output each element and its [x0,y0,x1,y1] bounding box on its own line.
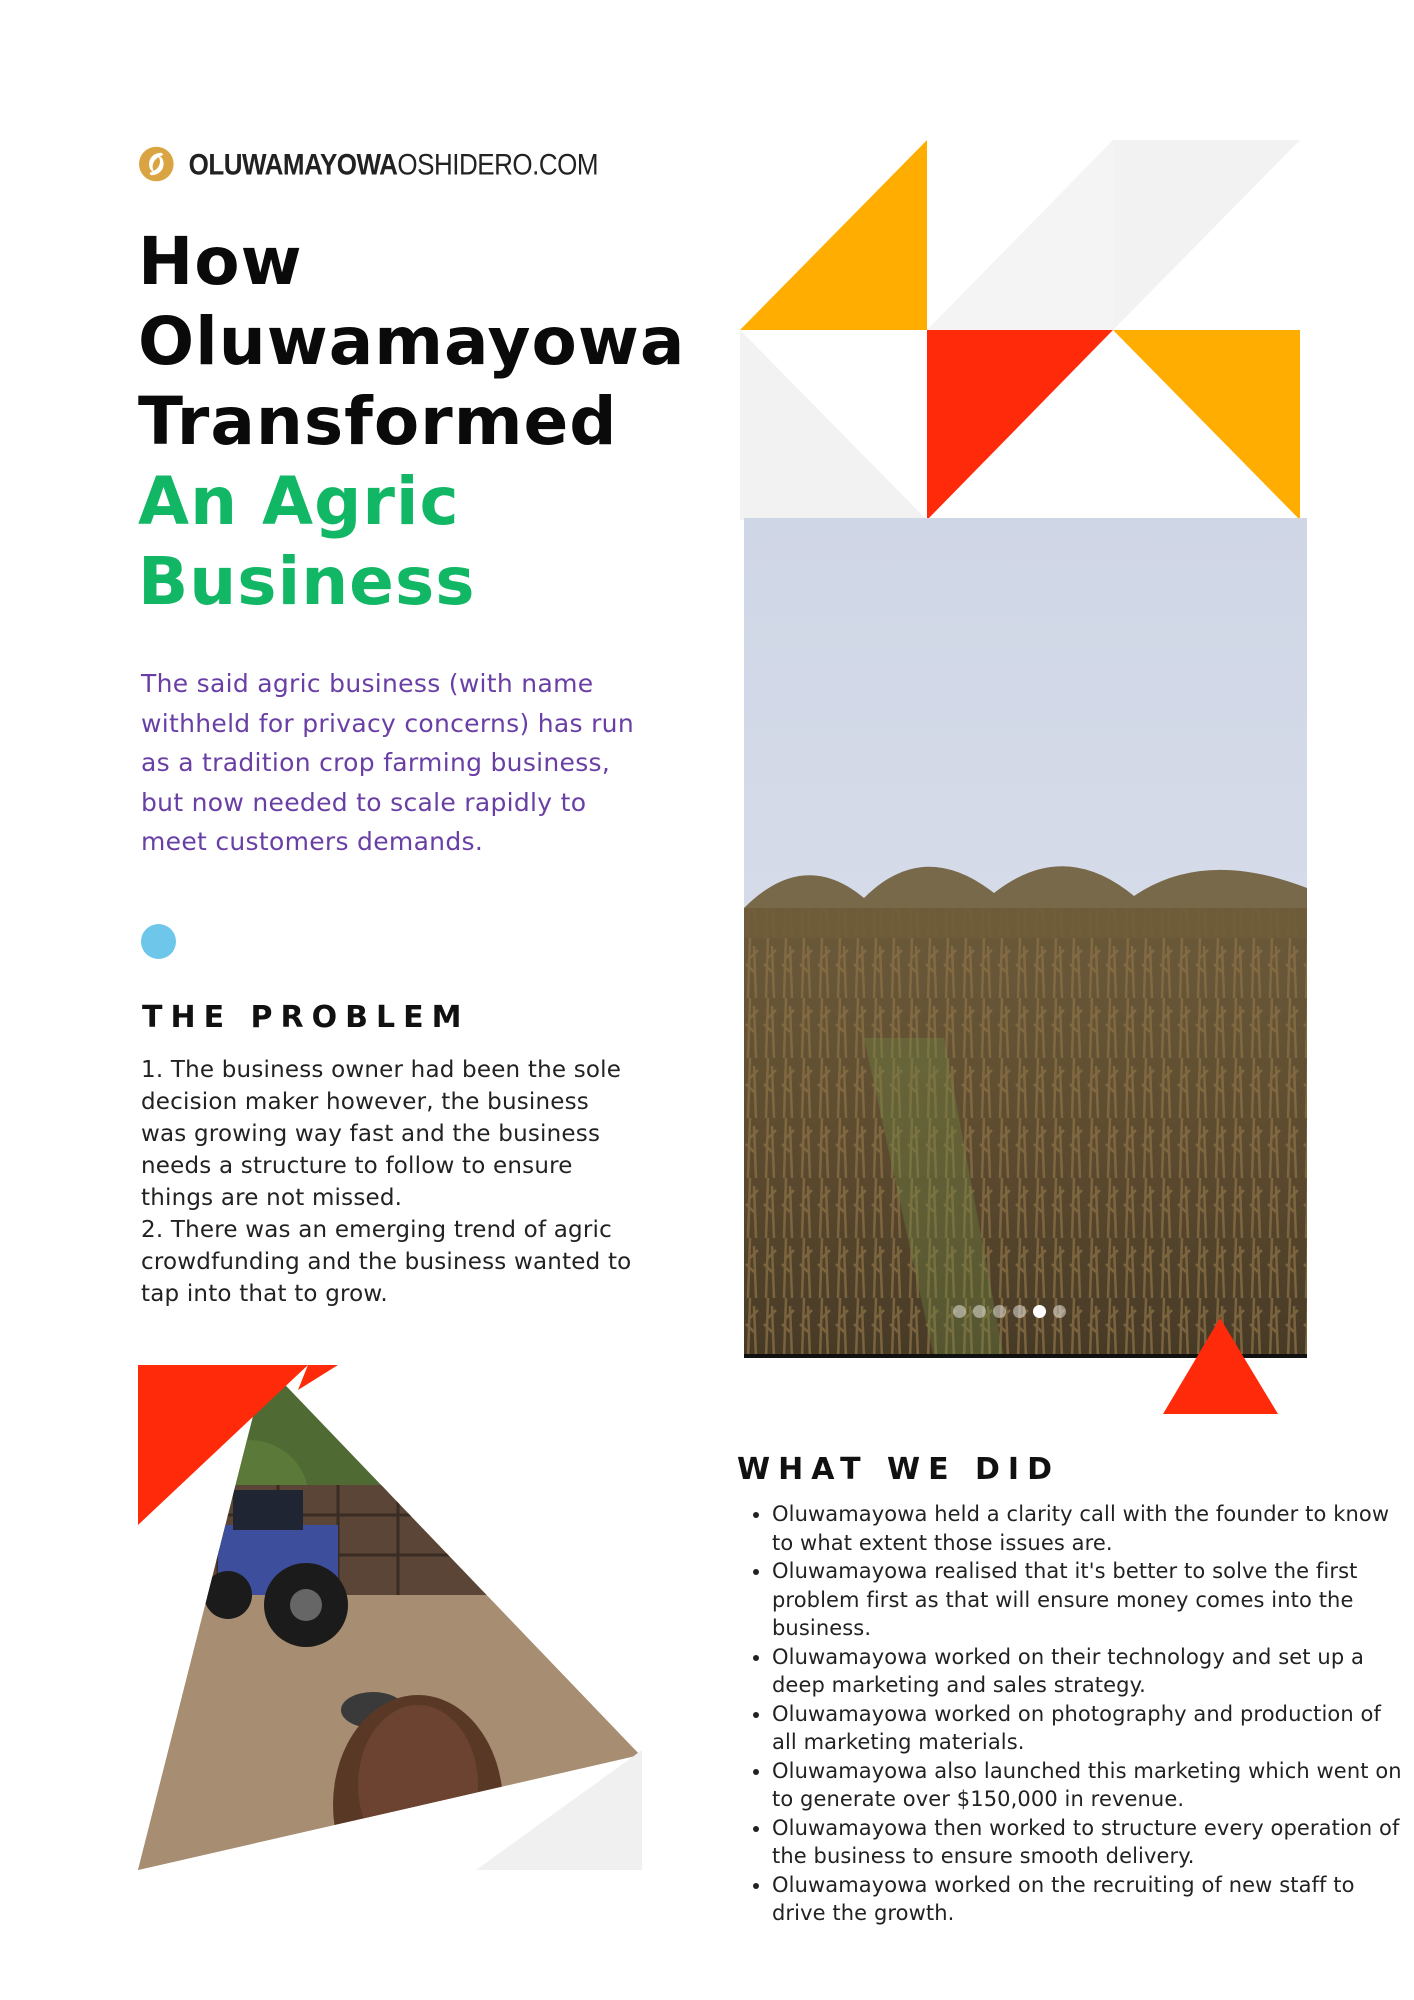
list-item: • Oluwamayowa worked on their technology and set up a deep marketing and sales strategy. [772,1643,1412,1700]
title-line-2: Oluwamayowa [138,303,686,380]
list-item: • Oluwamayowa realised that it's better to solve the first problem first as that will ensure money comes into the business. [772,1557,1412,1643]
title-line-5: Business [138,543,476,620]
title-line-1: How [138,223,303,300]
problem-heading: THE PROBLEM [142,1000,470,1035]
farm-tractor-photo [138,1365,648,1870]
what-we-did-heading: WHAT WE DID [737,1452,1060,1487]
brand-logo[interactable] [138,124,598,204]
cornfield-photo [744,518,1307,1358]
gray-triangle [927,140,1113,330]
logo-mark-icon [138,128,175,200]
list-item: • Oluwamayowa then worked to structure every operation of the business to ensure smooth delivery. [772,1814,1412,1871]
carousel-dot[interactable] [993,1305,1006,1318]
page-title [138,222,738,622]
decorative-dot [141,924,176,959]
problem-item: 1. The business owner had been the sole decision maker however, the business was growing way fast and the business needs a structure to follow to ensure things are not missed. [141,1057,622,1211]
brand-name: OLUWAMAYOWAOSHIDERO.COM [188,146,598,181]
carousel-dot[interactable] [973,1305,986,1318]
title-line-3: Transformed [138,383,618,460]
orange-triangle [740,140,927,330]
orange-triangle [1113,330,1300,520]
list-item: • Oluwamayowa worked on photography and production of all marketing materials. [772,1700,1412,1757]
problem-text [141,1054,641,1310]
carousel-dot[interactable] [1013,1305,1026,1318]
gray-triangle [1113,140,1300,330]
red-triangle [927,330,1113,520]
title-line-4: An Agric [138,463,460,540]
what-we-did-list [742,1500,1412,1928]
list-item: • Oluwamayowa held a clarity call with the founder to know to what extent those issues are. [772,1500,1412,1557]
carousel-dot[interactable] [1053,1305,1066,1318]
gray-triangle [740,330,927,520]
carousel-indicators [953,1305,1066,1318]
geometric-decoration [740,140,1320,520]
red-triangle-accent [1163,1318,1278,1418]
problem-item: 2. There was an emerging trend of agric crowdfunding and the business wanted to tap into that to grow. [141,1217,632,1307]
list-item: • Oluwamayowa also launched this marketing which went on to generate over $150,000 in revenue. [772,1757,1412,1814]
intro-paragraph: The said agric business (with name withheld for privacy concerns) has run as a tradition crop farming business, but now needed to scale rapidly to meet customers demands. [141,669,634,856]
carousel-dot[interactable] [953,1305,966,1318]
carousel-dot-active[interactable] [1033,1305,1046,1318]
list-item: • Oluwamayowa worked on the recruiting of new staff to drive the growth. [772,1871,1412,1928]
